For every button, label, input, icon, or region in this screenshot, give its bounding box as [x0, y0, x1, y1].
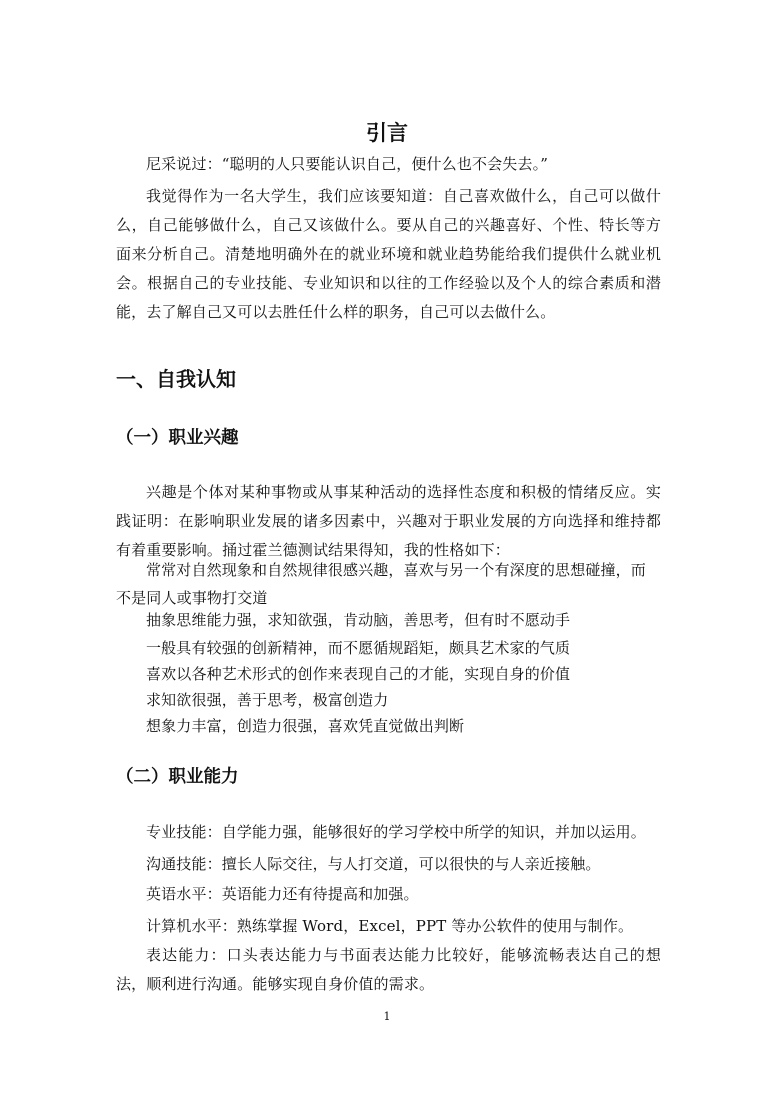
list-item: 计算机水平：熟练掌握 Word，Excel，PPT 等办公软件的使用与制作。	[146, 917, 634, 935]
list-item: 常常对自然现象和自然规律很感兴趣，喜欢与另一个有深度的思想碰撞，而不是同人或事物打交道	[116, 561, 646, 607]
intro-quote: 尼采说过：“聪明的人只要能认识自己，便什么也不会失去。”	[146, 155, 549, 173]
page-title: 引言	[366, 121, 408, 145]
list-item: 喜欢以各种艺术形式的创作来表现自己的才能，实现自身的价值	[146, 665, 571, 683]
intro-body: 我觉得作为一名大学生，我们应该要知道：自己喜欢做什么，自己可以做什么，自己能够做什么，自己又该做什么。要从自己的兴趣喜好、个性、特长等方面来分析自己。清楚地明确外在的就业环境和就业趋势能给我们提供什么就业机会。根据自己的专业技能、专业知识和以往的工作经验以及个人的综合素质和潜能，去了解自己又可以去胜任什么样的职务，自己可以去做什么。	[116, 187, 661, 321]
list-item: 表达能力：口头表达能力与书面表达能力比较好，能够流畅表达自己的想法，顺利进行沟通。能够实现自身价值的需求。	[116, 946, 661, 993]
list-item: 抽象思维能力强，求知欲强，肯动脑，善思考，但有时不愿动手	[146, 611, 571, 629]
list-item: 一般具有较强的创新精神，而不愿循规蹈矩，颇具艺术家的气质	[146, 639, 571, 657]
list-item: 想象力丰富，创造力很强，喜欢凭直觉做出判断	[146, 717, 465, 735]
list-item: 英语水平：英语能力还有待提高和加强。	[146, 885, 419, 903]
list-item: 专业技能：自学能力强，能够很好的学习学校中所学的知识，并加以运用。	[146, 823, 646, 841]
interest-body: 兴趣是个体对某种事物或从事某种活动的选择性态度和积极的情绪反应。实践证明：在影响职业发展的诸多因素中，兴趣对于职业发展的方向选择和维持都有着重要影响。捅过霍兰德测试结果得知，我的性格如下：	[116, 483, 661, 559]
section-heading-self-awareness: 一、自我认知	[116, 367, 236, 391]
subsection-heading-ability: （二）职业能力	[116, 767, 239, 787]
list-item: 求知欲很强，善于思考，极富创造力	[146, 691, 389, 709]
list-item: 沟通技能：擅长人际交往，与人打交道，可以很快的与人亲近接触。	[146, 855, 601, 873]
subsection-heading-interest: （一）职业兴趣	[116, 428, 239, 448]
page-number: 1	[383, 1010, 391, 1023]
